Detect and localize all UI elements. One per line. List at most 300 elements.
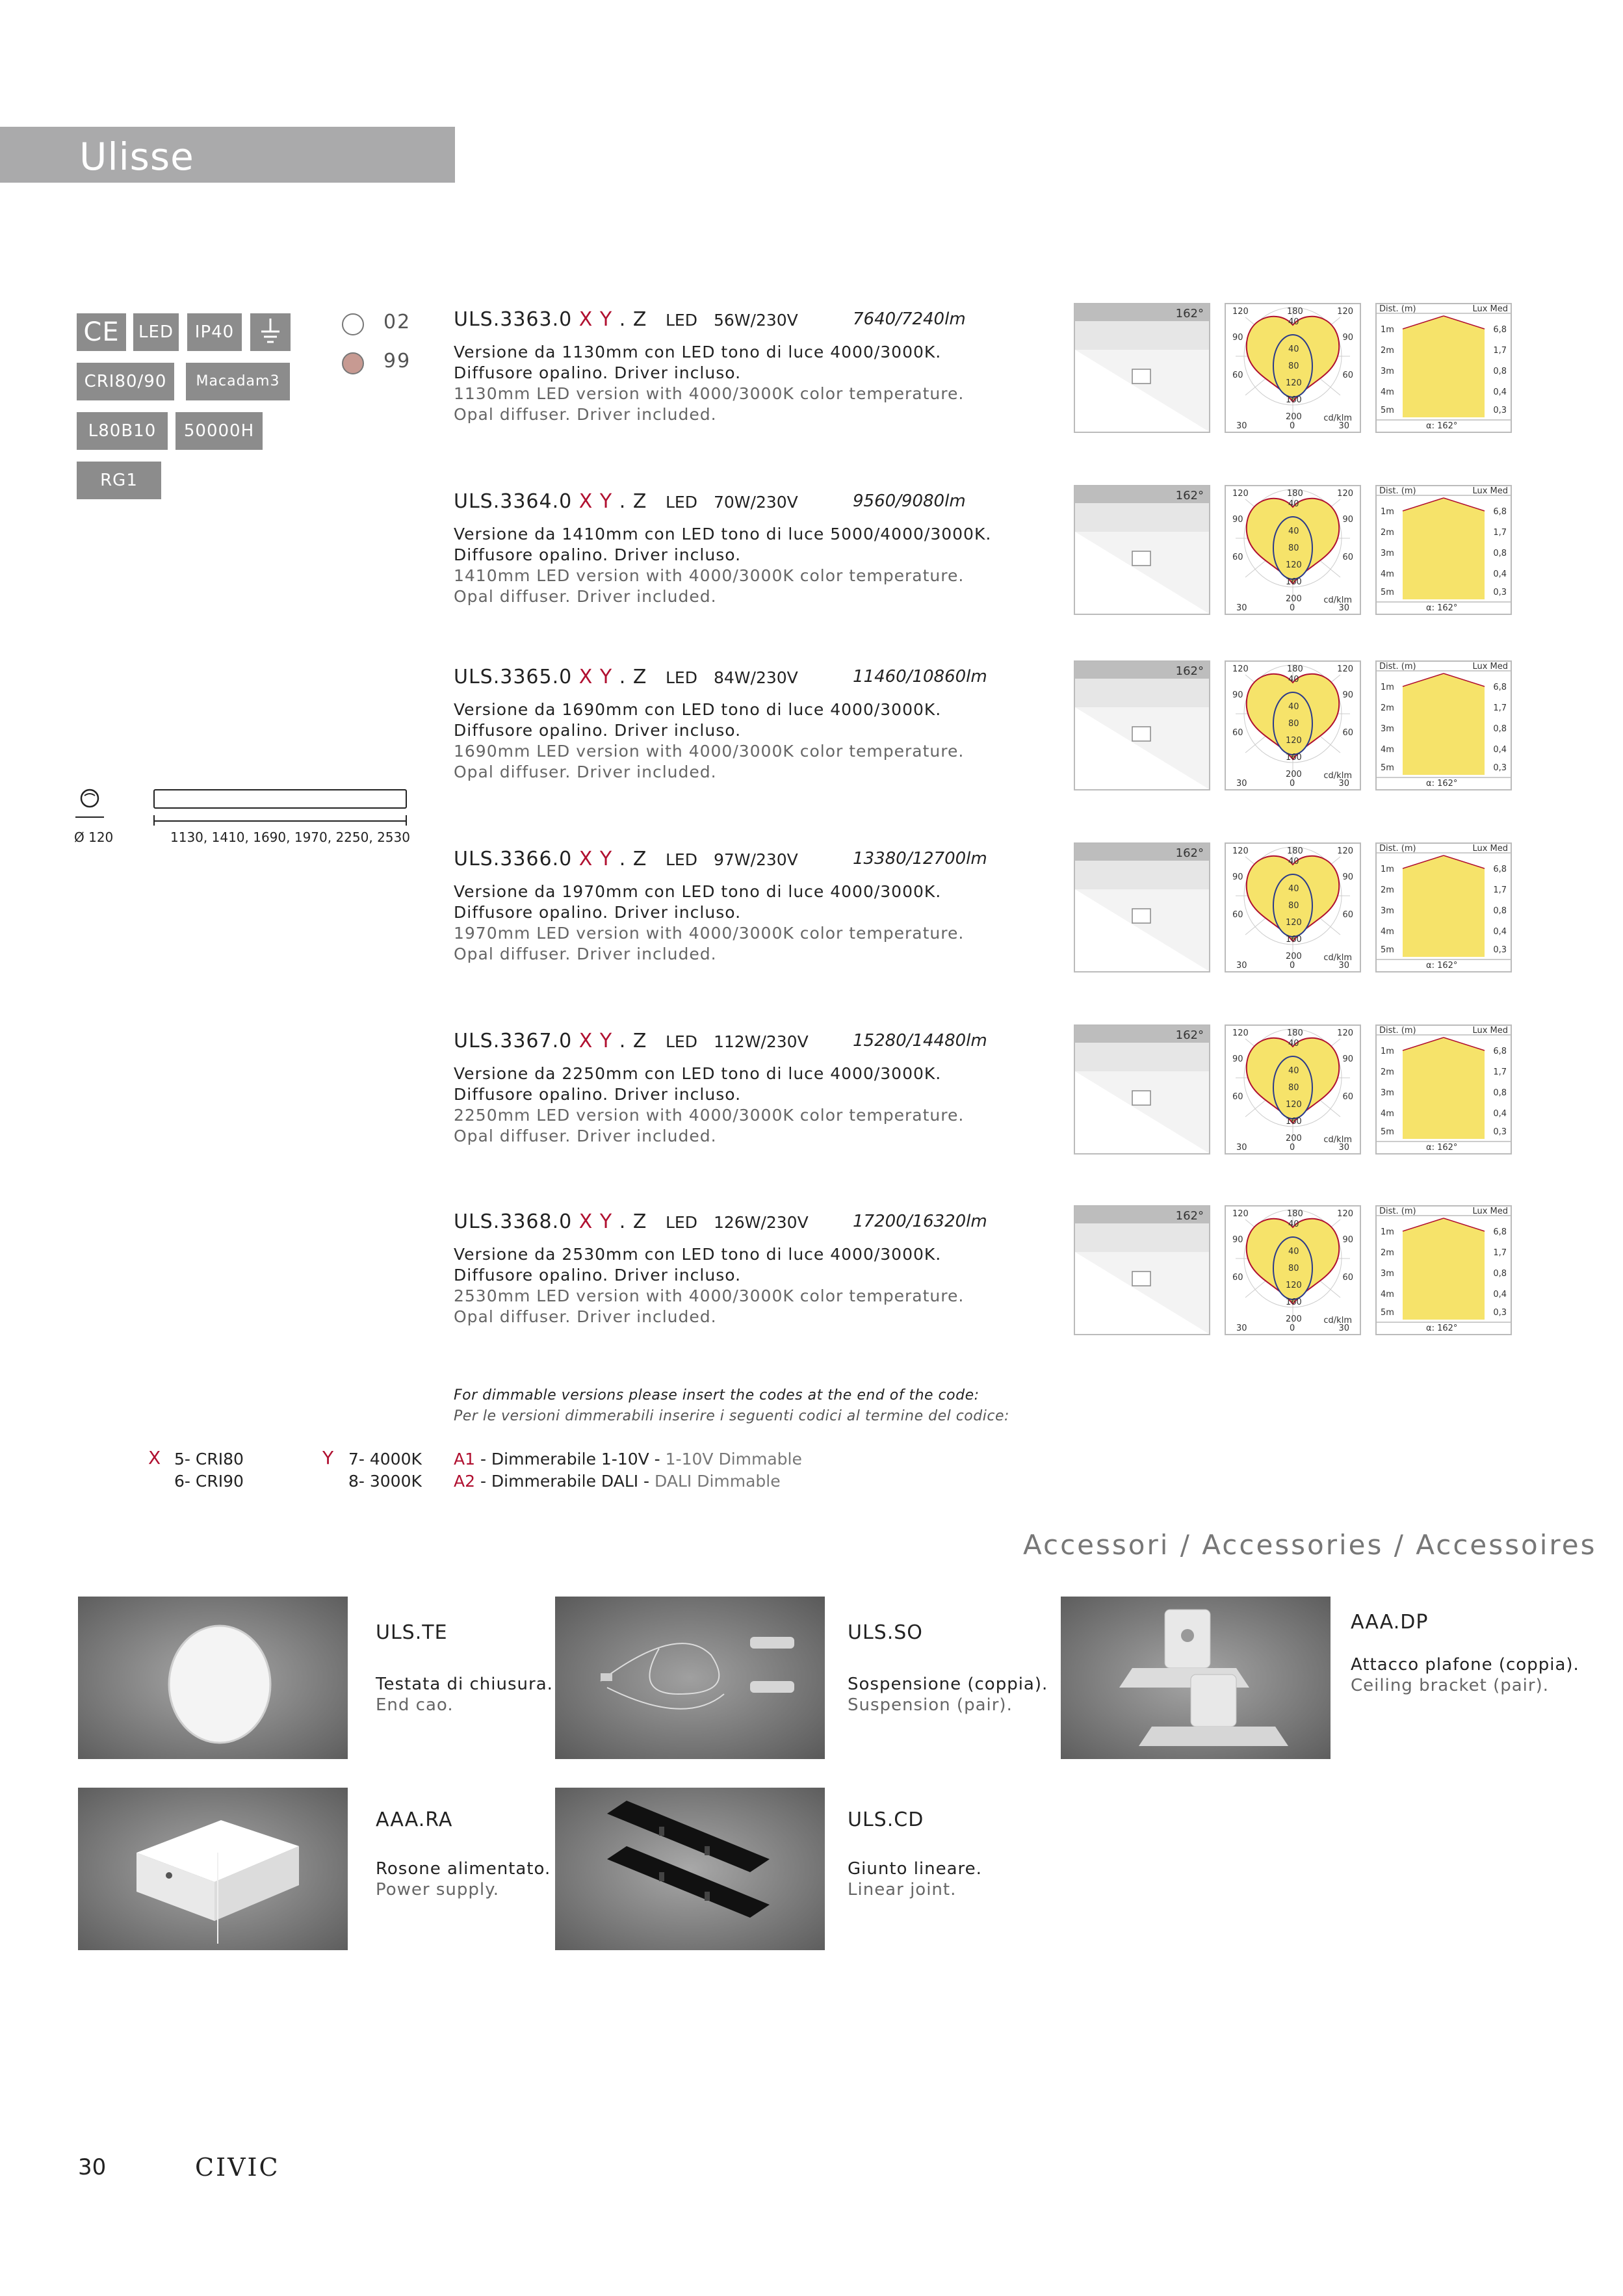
linear-joint-image <box>555 1788 825 1950</box>
product-row <box>0 844 1623 1017</box>
product-code <box>454 308 647 331</box>
beam-diagram <box>1074 1205 1210 1335</box>
polar-label: 90 <box>1232 1235 1243 1245</box>
lux-value: 0,8 <box>1493 1269 1507 1279</box>
desc-en-1: 1970mm LED version with 4000/3000K color temperature. <box>454 924 965 943</box>
desc-en-1: 2250mm LED version with 4000/3000K color temperature. <box>454 1106 965 1125</box>
polar-label: 90 <box>1232 690 1243 700</box>
polar-ring-label: 160 <box>1286 753 1302 763</box>
polar-label: 90 <box>1342 872 1353 882</box>
polar-ring-label: 160 <box>1286 395 1302 405</box>
lux-dist: 2m <box>1381 1067 1394 1077</box>
product-code-z: . Z <box>619 1210 647 1233</box>
accessory-desc-it: Testata di chiusura. <box>376 1675 553 1694</box>
lux-value: 0,3 <box>1493 763 1507 773</box>
lux-diagram <box>1375 842 1512 972</box>
lux-dist: 4m <box>1381 1290 1394 1299</box>
lux-header-right: Lux Med <box>1472 304 1508 314</box>
polar-label: 0 <box>1290 779 1295 789</box>
desc-it-1: Versione da 1130mm con LED tono di luce 4000/3000K. <box>454 343 942 361</box>
polar-label: 60 <box>1232 1273 1243 1283</box>
polar-label: 30 <box>1236 779 1247 789</box>
desc-en-2: Opal diffuser. Driver included. <box>454 945 717 963</box>
a1-line <box>454 1450 802 1468</box>
product-code-xy: X Y <box>578 666 613 688</box>
product-led: LED <box>666 850 697 869</box>
polar-label: 90 <box>1232 1054 1243 1064</box>
dimmable-note-en: For dimmable versions please insert the codes at the end of the code: <box>454 1387 980 1403</box>
polar-label: 90 <box>1232 515 1243 525</box>
polar-ring-label: 120 <box>1286 1100 1302 1110</box>
polar-ring-label: 200 <box>1286 1134 1302 1143</box>
accessory-desc-en: End cao. <box>376 1695 454 1715</box>
polar-label: 120 <box>1232 846 1249 856</box>
desc-it-1: Versione da 1690mm con LED tono di luce 4000/3000K. <box>454 700 942 719</box>
lux-dist: 4m <box>1381 745 1394 755</box>
polar-ring-label: 80 <box>1288 361 1299 371</box>
product-row <box>0 1026 1623 1199</box>
polar-ring-label: 120 <box>1286 1281 1302 1290</box>
polar-label: 30 <box>1338 1143 1349 1153</box>
polar-diagram <box>1225 1205 1361 1335</box>
polar-ring-label: 40 <box>1288 884 1299 894</box>
product-code <box>454 490 647 513</box>
product-code-base: ULS.3367.0 <box>454 1030 573 1052</box>
polar-label: 120 <box>1232 1209 1249 1219</box>
polar-ring-label: 40 <box>1288 1247 1299 1257</box>
product-code-z: . Z <box>619 1030 647 1052</box>
lux-value: 0,3 <box>1493 1127 1507 1137</box>
lux-dist: 5m <box>1381 1127 1394 1137</box>
desc-it-2: Diffusore opalino. Driver incluso. <box>454 545 742 564</box>
product-power: 112W/230V <box>714 1032 809 1051</box>
polar-ring-label: 80 <box>1288 1083 1299 1093</box>
product-code-xy: X Y <box>578 1210 613 1233</box>
lux-value: 0,3 <box>1493 406 1507 415</box>
polar-label: 180 <box>1287 1028 1303 1038</box>
lux-dist: 3m <box>1381 549 1394 558</box>
desc-en-2: Opal diffuser. Driver included. <box>454 763 717 781</box>
polar-label: 60 <box>1342 1273 1353 1283</box>
polar-label: 0 <box>1290 1324 1295 1333</box>
polar-ring-label: 200 <box>1286 770 1302 779</box>
lux-value: 1,7 <box>1493 346 1507 356</box>
beam-diagram <box>1074 485 1210 615</box>
lux-dist: 4m <box>1381 569 1394 579</box>
product-code-xy: X Y <box>578 1030 613 1052</box>
lux-value: 1,7 <box>1493 1248 1507 1258</box>
lux-dist: 1m <box>1381 683 1394 692</box>
accessory-desc-en: Suspension (pair). <box>848 1695 1013 1715</box>
polar-ring-label: 160 <box>1286 1298 1302 1307</box>
product-power: 126W/230V <box>714 1213 809 1232</box>
lux-value: 6,8 <box>1493 1047 1507 1056</box>
ceiling-bracket-image <box>1061 1597 1331 1759</box>
polar-diagram <box>1225 485 1361 615</box>
lux-header-right: Lux Med <box>1472 662 1508 672</box>
accessory-desc-it: Rosone alimentato. <box>376 1859 551 1879</box>
lux-angle: α: 162° <box>1426 1324 1458 1333</box>
polar-label: 90 <box>1232 872 1243 882</box>
product-led: LED <box>666 311 697 330</box>
polar-unit: cd/klm <box>1323 413 1352 423</box>
polar-label: 90 <box>1342 333 1353 343</box>
lux-dist: 5m <box>1381 1308 1394 1318</box>
lux-dist: 2m <box>1381 346 1394 356</box>
polar-unit: cd/klm <box>1323 953 1352 963</box>
polar-label: 60 <box>1232 371 1243 380</box>
polar-label: 120 <box>1232 664 1249 674</box>
polar-unit: cd/klm <box>1323 1135 1352 1145</box>
lux-dist: 3m <box>1381 1088 1394 1098</box>
accessory-code: AAA.RA <box>376 1808 453 1831</box>
lux-header-right: Lux Med <box>1472 486 1508 496</box>
suspension-image <box>555 1597 825 1759</box>
lux-value: 6,8 <box>1493 507 1507 517</box>
accessory-code: ULS.TE <box>376 1621 448 1644</box>
polar-label: 120 <box>1232 307 1249 317</box>
product-code <box>454 666 647 688</box>
polar-label: 60 <box>1232 728 1243 738</box>
lux-dist: 1m <box>1381 865 1394 874</box>
polar-ring-label: 40 <box>1288 499 1299 509</box>
polar-label: 90 <box>1232 333 1243 343</box>
polar-label: 120 <box>1337 664 1353 674</box>
product-power: 70W/230V <box>714 493 798 512</box>
polar-ring-label: 80 <box>1288 1264 1299 1273</box>
polar-label: 30 <box>1236 1324 1247 1333</box>
polar-ring-label: 40 <box>1288 1039 1299 1049</box>
polar-ring-label: 120 <box>1286 736 1302 746</box>
polar-label: 60 <box>1232 1092 1243 1102</box>
brand-logo: CIVIC <box>195 2153 280 2182</box>
desc-it-1: Versione da 1410mm con LED tono di luce 5000/4000/3000K. <box>454 525 992 543</box>
beam-diagram <box>1074 303 1210 433</box>
polar-diagram <box>1225 303 1361 433</box>
lux-value: 6,8 <box>1493 1227 1507 1237</box>
lux-dist: 3m <box>1381 906 1394 916</box>
beam-diagram <box>1074 660 1210 790</box>
beam-diagram <box>1074 842 1210 972</box>
lux-value: 0,4 <box>1493 745 1507 755</box>
polar-label: 60 <box>1342 371 1353 380</box>
end-cap-image <box>78 1597 348 1759</box>
product-code-xy: X Y <box>578 490 613 513</box>
macadam-badge: Macadam3 <box>186 363 290 400</box>
lux-dist: 2m <box>1381 528 1394 538</box>
ce-badge: CE <box>77 313 126 351</box>
lux-value: 6,8 <box>1493 325 1507 335</box>
lux-dist: 5m <box>1381 406 1394 415</box>
polar-label: 30 <box>1338 1324 1349 1333</box>
desc-it-2: Diffusore opalino. Driver incluso. <box>454 363 742 382</box>
product-code-base: ULS.3368.0 <box>454 1210 573 1233</box>
polar-label: 0 <box>1290 961 1295 971</box>
lux-value: 0,8 <box>1493 1088 1507 1098</box>
product-led: LED <box>666 493 697 512</box>
lux-header-left: Dist. (m) <box>1379 1207 1416 1216</box>
polar-label: 120 <box>1232 1028 1249 1038</box>
desc-it-1: Versione da 2250mm con LED tono di luce 4000/3000K. <box>454 1064 942 1083</box>
polar-label: 180 <box>1287 489 1303 499</box>
beam-angle-label: 162° <box>1175 489 1204 502</box>
polar-label: 120 <box>1337 307 1353 317</box>
lux-angle: α: 162° <box>1426 1143 1458 1153</box>
lux-diagram <box>1375 303 1512 433</box>
product-code-z: . Z <box>619 308 647 331</box>
a1-code: A1 <box>454 1450 476 1468</box>
a2-en: DALI Dimmable <box>655 1472 781 1491</box>
polar-ring-label: 120 <box>1286 918 1302 928</box>
lux-value: 1,7 <box>1493 528 1507 538</box>
product-code-base: ULS.3365.0 <box>454 666 573 688</box>
polar-ring-label: 80 <box>1288 543 1299 553</box>
lux-header-left: Dist. (m) <box>1379 486 1416 496</box>
polar-label: 30 <box>1236 421 1247 431</box>
polar-ring-label: 120 <box>1286 378 1302 388</box>
polar-label: 180 <box>1287 664 1303 674</box>
polar-ring-label: 40 <box>1288 1066 1299 1076</box>
polar-label: 120 <box>1232 489 1249 499</box>
polar-ring-label: 200 <box>1286 1314 1302 1324</box>
page-title: Ulisse <box>79 135 194 179</box>
lux-value: 1,7 <box>1493 885 1507 895</box>
beam-angle-label: 162° <box>1175 846 1204 860</box>
product-power: 56W/230V <box>714 311 798 330</box>
lux-header-left: Dist. (m) <box>1379 304 1416 314</box>
polar-ring-label: 80 <box>1288 901 1299 911</box>
desc-en-2: Opal diffuser. Driver included. <box>454 1127 717 1145</box>
desc-it-1: Versione da 2530mm con LED tono di luce 4000/3000K. <box>454 1245 942 1264</box>
x-option: 5- CRI80 <box>174 1450 244 1468</box>
polar-label: 30 <box>1338 961 1349 971</box>
lux-header-left: Dist. (m) <box>1379 1026 1416 1036</box>
product-code <box>454 1030 647 1052</box>
desc-en-1: 2530mm LED version with 4000/3000K color temperature. <box>454 1286 965 1305</box>
polar-unit: cd/klm <box>1323 771 1352 781</box>
lux-header-right: Lux Med <box>1472 1207 1508 1216</box>
accessory-desc-en: Linear joint. <box>848 1880 957 1899</box>
desc-it-2: Diffusore opalino. Driver incluso. <box>454 1266 742 1285</box>
desc-en-2: Opal diffuser. Driver included. <box>454 587 717 606</box>
product-code-z: . Z <box>619 666 647 688</box>
lux-value: 0,4 <box>1493 1290 1507 1299</box>
product-lumen: 7640/7240lm <box>853 309 966 329</box>
product-lumen: 17200/16320lm <box>853 1212 987 1231</box>
polar-label: 180 <box>1287 307 1303 317</box>
polar-label: 30 <box>1236 603 1247 613</box>
product-row <box>0 1207 1623 1379</box>
lux-dist: 5m <box>1381 588 1394 597</box>
accessories-title: Accessori / Accessories / Accessoires <box>1023 1529 1597 1561</box>
desc-en-1: 1130mm LED version with 4000/3000K color temperature. <box>454 384 965 403</box>
product-power: 97W/230V <box>714 850 798 869</box>
lux-value: 0,3 <box>1493 945 1507 955</box>
product-code-z: . Z <box>619 490 647 513</box>
lux-value: 0,3 <box>1493 588 1507 597</box>
polar-label: 60 <box>1342 1092 1353 1102</box>
accessory-code: ULS.SO <box>848 1621 923 1644</box>
polar-unit: cd/klm <box>1323 1316 1352 1325</box>
polar-unit: cd/klm <box>1323 595 1352 605</box>
desc-it-2: Diffusore opalino. Driver incluso. <box>454 903 742 922</box>
lux-header-left: Dist. (m) <box>1379 844 1416 854</box>
x-option: 6- CRI90 <box>174 1472 244 1491</box>
polar-diagram <box>1225 660 1361 790</box>
lux-header-left: Dist. (m) <box>1379 662 1416 672</box>
polar-ring-label: 40 <box>1288 675 1299 685</box>
lux-value: 1,7 <box>1493 703 1507 713</box>
cri-badge: CRI80/90 <box>77 363 174 400</box>
polar-label: 30 <box>1236 1143 1247 1153</box>
polar-label: 90 <box>1342 1235 1353 1245</box>
polar-label: 60 <box>1342 553 1353 562</box>
polar-diagram <box>1225 1024 1361 1155</box>
lux-value: 0,4 <box>1493 927 1507 937</box>
accessory-desc-it: Giunto lineare. <box>848 1859 982 1879</box>
lux-angle: α: 162° <box>1426 421 1458 431</box>
finish-code: 99 <box>383 350 411 372</box>
lux-dist: 2m <box>1381 703 1394 713</box>
product-led: LED <box>666 668 697 687</box>
lux-diagram <box>1375 485 1512 615</box>
lux-value: 0,8 <box>1493 367 1507 376</box>
accessory-desc-it: Sospensione (coppia). <box>848 1675 1048 1694</box>
x-letter: X <box>148 1447 161 1468</box>
product-code-xy: X Y <box>578 848 613 870</box>
polar-ring-label: 200 <box>1286 594 1302 604</box>
polar-label: 180 <box>1287 1209 1303 1219</box>
polar-label: 30 <box>1338 603 1349 613</box>
polar-label: 180 <box>1287 846 1303 856</box>
polar-ring-label: 40 <box>1288 527 1299 536</box>
product-led: LED <box>666 1032 697 1051</box>
lux-dist: 4m <box>1381 1109 1394 1119</box>
lux-dist: 1m <box>1381 1227 1394 1237</box>
beam-angle-label: 162° <box>1175 1028 1204 1042</box>
l80-badge: L80B10 <box>77 412 168 450</box>
y-option: 8- 3000K <box>348 1472 422 1491</box>
polar-label: 90 <box>1342 515 1353 525</box>
polar-label: 60 <box>1232 553 1243 562</box>
polar-label: 0 <box>1290 603 1295 613</box>
lux-dist: 4m <box>1381 927 1394 937</box>
polar-ring-label: 40 <box>1288 345 1299 354</box>
polar-label: 120 <box>1337 1028 1353 1038</box>
polar-ring-label: 160 <box>1286 577 1302 587</box>
product-code-base: ULS.3364.0 <box>454 490 573 513</box>
polar-ring-label: 120 <box>1286 560 1302 570</box>
lux-diagram <box>1375 1205 1512 1335</box>
lux-dist: 4m <box>1381 387 1394 397</box>
ip-badge: IP40 <box>187 313 242 351</box>
polar-ring-label: 40 <box>1288 857 1299 867</box>
lux-dist: 3m <box>1381 367 1394 376</box>
lux-header-right: Lux Med <box>1472 1026 1508 1036</box>
product-lumen: 9560/9080lm <box>853 491 966 511</box>
polar-label: 0 <box>1290 1143 1295 1153</box>
polar-label: 30 <box>1338 779 1349 789</box>
desc-en-1: 1690mm LED version with 4000/3000K color temperature. <box>454 742 965 761</box>
lux-value: 0,8 <box>1493 549 1507 558</box>
finish-code: 02 <box>383 311 411 333</box>
polar-label: 90 <box>1342 690 1353 700</box>
product-led: LED <box>666 1213 697 1232</box>
accessory-code: AAA.DP <box>1351 1611 1429 1634</box>
polar-label: 60 <box>1232 910 1243 920</box>
product-power: 84W/230V <box>714 668 798 687</box>
led-badge: LED <box>133 313 179 351</box>
polar-label: 120 <box>1337 846 1353 856</box>
lux-dist: 2m <box>1381 885 1394 895</box>
product-lumen: 15280/14480lm <box>853 1031 987 1050</box>
lux-value: 6,8 <box>1493 865 1507 874</box>
a2-it: - Dimmerabile DALI - <box>475 1472 655 1491</box>
polar-label: 30 <box>1236 961 1247 971</box>
accessory-desc-it: Attacco plafone (coppia). <box>1351 1655 1579 1675</box>
lux-angle: α: 162° <box>1426 603 1458 613</box>
lux-dist: 3m <box>1381 724 1394 734</box>
life-badge: 50000H <box>175 412 263 450</box>
product-row <box>0 304 1623 477</box>
dimmable-note-it: Per le versioni dimmerabili inserire i seguenti codici al termine del codice: <box>454 1408 1009 1424</box>
lux-value: 1,7 <box>1493 1067 1507 1077</box>
polar-ring-label: 200 <box>1286 952 1302 961</box>
polar-label: 120 <box>1337 1209 1353 1219</box>
lux-angle: α: 162° <box>1426 779 1458 789</box>
polar-label: 30 <box>1338 421 1349 431</box>
lux-value: 0,8 <box>1493 724 1507 734</box>
lux-diagram <box>1375 660 1512 790</box>
beam-angle-label: 162° <box>1175 1209 1204 1223</box>
beam-diagram <box>1074 1024 1210 1155</box>
lux-value: 0,4 <box>1493 1109 1507 1119</box>
accessory-desc-en: Power supply. <box>376 1880 500 1899</box>
polar-ring-label: 200 <box>1286 412 1302 422</box>
lux-dist: 1m <box>1381 507 1394 517</box>
desc-en-2: Opal diffuser. Driver included. <box>454 1307 717 1326</box>
product-code-z: . Z <box>619 848 647 870</box>
polar-ring-label: 40 <box>1288 1220 1299 1229</box>
lux-dist: 5m <box>1381 945 1394 955</box>
polar-diagram <box>1225 842 1361 972</box>
product-code-base: ULS.3366.0 <box>454 848 573 870</box>
a1-it: - Dimmerabile 1-10V - <box>475 1450 666 1468</box>
desc-en-1: 1410mm LED version with 4000/3000K color temperature. <box>454 566 965 585</box>
polar-label: 120 <box>1337 489 1353 499</box>
product-code-base: ULS.3363.0 <box>454 308 573 331</box>
lux-value: 0,8 <box>1493 906 1507 916</box>
lux-value: 0,3 <box>1493 1308 1507 1318</box>
lux-value: 6,8 <box>1493 683 1507 692</box>
lux-dist: 5m <box>1381 763 1394 773</box>
lux-dist: 1m <box>1381 325 1394 335</box>
desc-en-2: Opal diffuser. Driver included. <box>454 405 717 424</box>
lengths-label: 1130, 1410, 1690, 1970, 2250, 2530 <box>170 829 410 845</box>
a2-line <box>454 1472 781 1491</box>
beam-angle-label: 162° <box>1175 664 1204 678</box>
beam-angle-label: 162° <box>1175 307 1204 320</box>
accessory-desc-en: Ceiling bracket (pair). <box>1351 1676 1549 1695</box>
polar-ring-label: 160 <box>1286 1117 1302 1127</box>
y-letter: Y <box>322 1447 334 1468</box>
lux-value: 0,4 <box>1493 569 1507 579</box>
lux-dist: 3m <box>1381 1269 1394 1279</box>
lux-header-right: Lux Med <box>1472 844 1508 854</box>
diameter-label: Ø 120 <box>74 829 114 845</box>
power-supply-image <box>78 1788 348 1950</box>
polar-ring-label: 40 <box>1288 702 1299 712</box>
